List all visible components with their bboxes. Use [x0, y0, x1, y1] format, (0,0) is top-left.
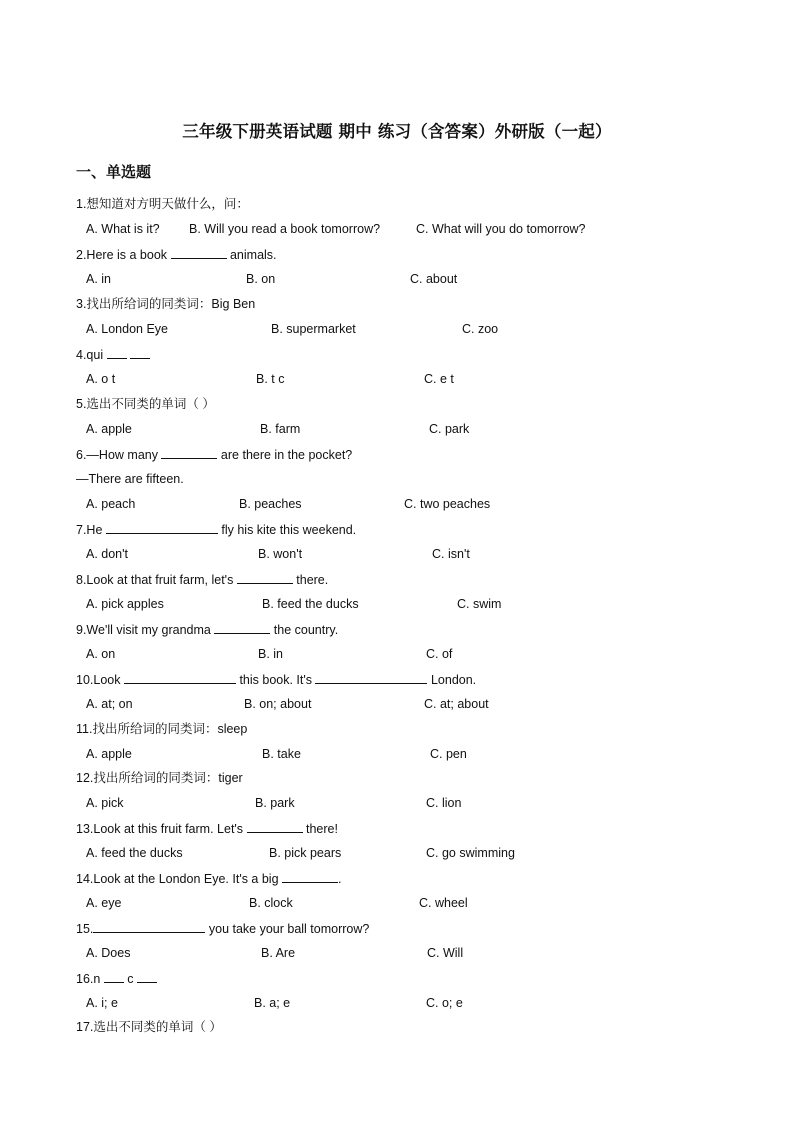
- question-stem: 6.—How many are there in the pocket?: [76, 448, 353, 462]
- option-a: A. apple: [86, 747, 132, 761]
- option-a: A. don't: [86, 547, 128, 561]
- question-options: [86, 496, 726, 512]
- question-options: [86, 646, 726, 662]
- option-c: C. zoo: [462, 322, 499, 336]
- option-a: A. London Eye: [86, 322, 169, 336]
- question-stem: 16.n c: [76, 970, 157, 987]
- answer-blank: [171, 246, 227, 259]
- question-stem: 17.选出不同类的单词（ ）: [76, 1020, 222, 1034]
- question-stem: 9.We'll visit my grandma the country.: [76, 623, 339, 637]
- question-stem: 11.找出所给词的同类词：sleep: [76, 722, 248, 736]
- option-b: B. on: [246, 272, 276, 286]
- option-c: C. isn't: [432, 547, 470, 561]
- option-c: C. Will: [427, 946, 464, 960]
- answer-blank: [247, 820, 303, 833]
- option-b: B. a; e: [254, 996, 291, 1010]
- question-stem: 4.qui: [76, 346, 150, 363]
- answer-blank: [137, 970, 157, 983]
- option-a: A. Does: [86, 946, 131, 960]
- question-options: [86, 746, 726, 762]
- option-c: C. wheel: [419, 896, 468, 910]
- question-options: [86, 596, 726, 612]
- option-a: A. o t: [86, 372, 116, 386]
- question-options: [86, 795, 726, 811]
- answer-blank: [282, 870, 338, 883]
- answer-blank: [161, 446, 217, 459]
- option-c: C. of: [426, 647, 453, 661]
- question-stem-line2: —There are fifteen.: [76, 472, 184, 486]
- option-c: C. swim: [457, 597, 502, 611]
- option-c: C. about: [410, 272, 458, 286]
- question-stem: 5.选出不同类的单词（ ）: [76, 397, 215, 411]
- document-title: 三年级下册英语试题 期中 练习（含答案）外研版（一起）: [182, 122, 612, 141]
- option-c: C. What will you do tomorrow?: [416, 222, 586, 236]
- option-c: C. e t: [424, 372, 454, 386]
- option-a: A. i; e: [86, 996, 118, 1010]
- option-b: B. won't: [258, 547, 303, 561]
- answer-blank: [124, 671, 236, 684]
- question-stem: 2.Here is a book animals.: [76, 248, 277, 262]
- question-options: [86, 696, 726, 712]
- question-options: [86, 371, 726, 387]
- question-options: [86, 221, 726, 237]
- answer-blank: [93, 920, 205, 933]
- question-options: [86, 995, 726, 1011]
- option-b: B. feed the ducks: [262, 597, 359, 611]
- option-b: B. pick pears: [269, 846, 342, 860]
- option-b: B. on; about: [244, 697, 312, 711]
- question-options: [86, 895, 726, 911]
- option-b: B. peaches: [239, 497, 302, 511]
- question-stem: 15. you take your ball tomorrow?: [76, 922, 370, 936]
- answer-blank: [130, 346, 150, 359]
- option-b: B. farm: [260, 422, 301, 436]
- option-a: A. on: [86, 647, 116, 661]
- answer-blank: [104, 970, 124, 983]
- option-c: C. lion: [426, 796, 462, 810]
- option-c: C. o; e: [426, 996, 463, 1010]
- option-a: A. pick: [86, 796, 124, 810]
- option-a: A. apple: [86, 422, 132, 436]
- question-options: [86, 546, 726, 562]
- option-a: A. at; on: [86, 697, 133, 711]
- option-a: A. eye: [86, 896, 122, 910]
- question-options: [86, 321, 726, 337]
- option-c: C. at; about: [424, 697, 489, 711]
- option-b: B. Will you read a book tomorrow?: [189, 222, 381, 236]
- question-stem: 7.He fly his kite this weekend.: [76, 523, 357, 537]
- option-a: A. What is it?: [86, 222, 160, 236]
- question-stem: 14.Look at the London Eye. It's a big .: [76, 872, 342, 886]
- answer-blank: [315, 671, 427, 684]
- section-heading: 一、单选题: [76, 163, 152, 181]
- answer-blank: [106, 521, 218, 534]
- option-c: C. pen: [430, 747, 467, 761]
- question-stem: 13.Look at this fruit farm. Let's there!: [76, 822, 338, 836]
- question-options: [86, 421, 726, 437]
- question-options: [86, 271, 726, 287]
- option-b: B. in: [258, 647, 284, 661]
- option-c: C. go swimming: [426, 846, 515, 860]
- option-b: B. park: [255, 796, 295, 810]
- option-b: B. Are: [261, 946, 296, 960]
- question-options: [86, 945, 726, 961]
- option-b: B. t c: [256, 372, 285, 386]
- option-b: B. supermarket: [271, 322, 356, 336]
- option-c: C. park: [429, 422, 470, 436]
- option-a: A. in: [86, 272, 112, 286]
- option-c: C. two peaches: [404, 497, 491, 511]
- question-stem: 1.想知道对方明天做什么，问：: [76, 197, 249, 211]
- question-stem: 12.找出所给词的同类词：tiger: [76, 771, 243, 785]
- question-stem: 3.找出所给词的同类词：Big Ben: [76, 297, 256, 311]
- option-b: B. clock: [249, 896, 293, 910]
- option-a: A. peach: [86, 497, 136, 511]
- question-stem: 8.Look at that fruit farm, let's there.: [76, 573, 329, 587]
- answer-blank: [107, 346, 127, 359]
- answer-blank: [214, 621, 270, 634]
- option-a: A. feed the ducks: [86, 846, 183, 860]
- answer-blank: [237, 571, 293, 584]
- option-a: A. pick apples: [86, 597, 164, 611]
- question-stem: 10.Look this book. It's London.: [76, 673, 477, 687]
- option-b: B. take: [262, 747, 301, 761]
- question-options: [86, 845, 726, 861]
